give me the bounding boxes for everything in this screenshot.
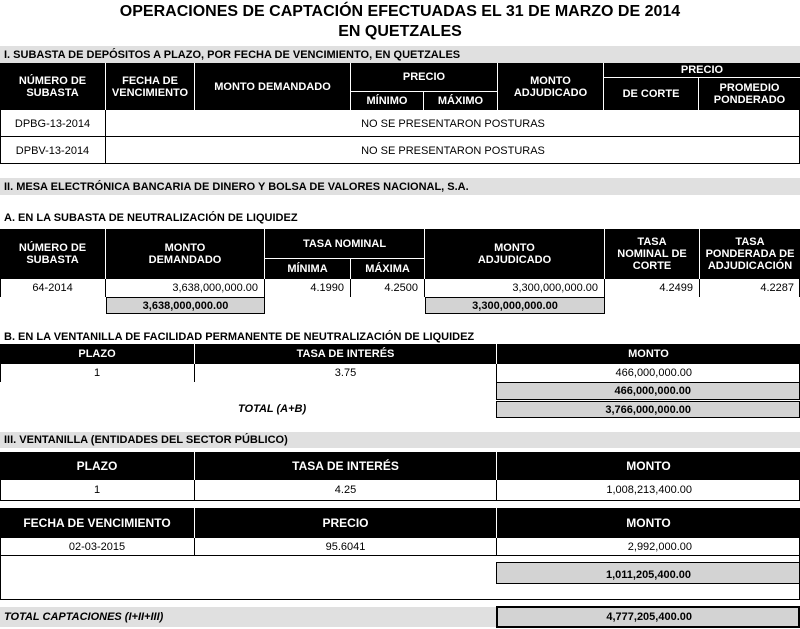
cell-fecha: 02-03-2015 — [68, 541, 126, 553]
header-precio-right: PRECIO — [680, 64, 724, 76]
header-monto-adjudicado: MONTO ADJUDICADO — [513, 74, 588, 99]
header-promedio-ponderado: PROMEDIO PONDERADO — [713, 82, 786, 106]
header-minima: MÍNIMA — [287, 263, 328, 275]
section-2b-header — [0, 344, 800, 364]
header-numero-subasta: NÚMERO DE SUBASTA — [18, 242, 87, 266]
total-a-b-value: 3,766,000,000.00 — [496, 401, 800, 418]
grand-total-value: 4,777,205,400.00 — [496, 606, 800, 628]
cell-numero: 64-2014 — [32, 282, 73, 294]
section-3-title: III. VENTANILLA (ENTIDADES DEL SECTOR PÚBLICO) — [0, 432, 800, 448]
cell-note: NO SE PRESENTARON POSTURAS — [361, 117, 545, 130]
section-2a-title: A. EN LA SUBASTA DE NEUTRALIZACIÓN DE LIQUIDEZ — [4, 212, 298, 224]
header-precio: PRECIO — [402, 71, 446, 83]
cell-monto: 1,008,213,400.00 — [606, 484, 692, 496]
subtotal-monto: 466,000,000.00 — [496, 382, 800, 400]
cell-precio: 95.6041 — [325, 541, 366, 553]
section-2b-title: B. EN LA VENTANILLA DE FACILIDAD PERMANENTE DE NEUTRALIZACIÓN DE LIQUIDEZ — [4, 330, 475, 343]
section-3-header-2 — [0, 508, 800, 538]
section-2b-row — [0, 364, 800, 382]
cell-monto: 466,000,000.00 — [615, 367, 692, 379]
header-plazo: PLAZO — [78, 348, 116, 360]
cell-maxima: 4.2500 — [384, 282, 418, 294]
section-3-header — [0, 452, 800, 480]
header-monto: MONTO — [626, 459, 671, 473]
header-fecha-vencimiento: FECHA DE VENCIMIENTO — [23, 516, 171, 530]
header-de-corte: DE CORTE — [622, 88, 680, 100]
header-tasa-interes: TASA DE INTERÉS — [292, 459, 399, 473]
total-monto-demandado: 3,638,000,000.00 — [106, 297, 265, 314]
header-tasa-nominal: TASA NOMINAL — [302, 237, 387, 250]
header-tasa-ponderada: TASA PONDERADA DE ADJUDICACIÓN — [705, 236, 795, 272]
cell-note: NO SE PRESENTARON POSTURAS — [361, 144, 545, 157]
section-2a-header — [0, 229, 800, 279]
section-3-row-2 — [0, 538, 800, 556]
section-1-row-1 — [0, 110, 800, 137]
header-maximo: MÁXIMO — [437, 95, 484, 107]
header-precio: PRECIO — [322, 516, 369, 530]
cell-plazo: 1 — [93, 484, 101, 496]
header-maxima: MÁXIMA — [365, 263, 410, 275]
grand-total-label: TOTAL CAPTACIONES (I+II+III) — [0, 607, 496, 627]
cell-minima: 4.1990 — [310, 282, 344, 294]
cell-plazo: 1 — [93, 367, 101, 379]
header-plazo: PLAZO — [76, 459, 118, 473]
header-fecha-vencimiento: FECHA DE VENCIMIENTO — [111, 74, 189, 99]
section-1-title: I. SUBASTA DE DEPÓSITOS A PLAZO, POR FECHA DE VENCIMIENTO, EN QUETZALES — [0, 46, 800, 63]
cell-monto-demandado: 3,638,000,000.00 — [172, 282, 258, 294]
section-2a-row — [0, 279, 800, 297]
section-1-row-2 — [0, 137, 800, 164]
total-a-b-label: TOTAL (A+B) — [238, 403, 307, 415]
cell-tasa: 4.25 — [334, 484, 357, 496]
report-title-line1: OPERACIONES DE CAPTACIÓN EFECTUADAS EL 31 DE MARZO DE 2014 — [119, 3, 681, 20]
header-tasa-interes: TASA DE INTERÉS — [296, 348, 395, 360]
section-1-header — [0, 63, 800, 110]
cell-numero: DPBV-13-2014 — [15, 144, 90, 157]
header-tasa-corte: TASA NOMINAL DE CORTE — [617, 236, 687, 272]
cell-tasa-ponderada: 4.2287 — [760, 282, 794, 294]
cell-monto: 2,992,000.00 — [627, 541, 692, 553]
cell-monto-adjudicado: 3,300,000,000.00 — [512, 282, 598, 294]
header-monto-adjudicado: MONTO ADJUDICADO — [477, 242, 552, 266]
cell-tasa: 3.75 — [334, 367, 357, 379]
section-3-row — [0, 480, 800, 500]
header-monto: MONTO — [628, 348, 669, 360]
header-numero-subasta: NÚMERO DE SUBASTA — [18, 74, 87, 99]
total-monto-adjudicado: 3,300,000,000.00 — [425, 297, 605, 314]
cell-tasa-corte: 4.2499 — [659, 282, 693, 294]
header-minimo: MÍNIMO — [366, 95, 408, 107]
cell-numero: DPBG-13-2014 — [14, 117, 91, 130]
header-monto-demandado: MONTO DEMANDADO — [148, 242, 222, 266]
header-monto-demandado: MONTO DEMANDADO — [214, 80, 331, 93]
report-title-line2: EN QUETZALES — [338, 23, 462, 40]
section-2-title: II. MESA ELECTRÓNICA BANCARIA DE DINERO Y BOLSA DE VALORES NACIONAL, S.A. — [0, 178, 800, 195]
section-3-total: 1,011,205,400.00 — [496, 562, 800, 584]
header-monto: MONTO — [626, 516, 671, 530]
